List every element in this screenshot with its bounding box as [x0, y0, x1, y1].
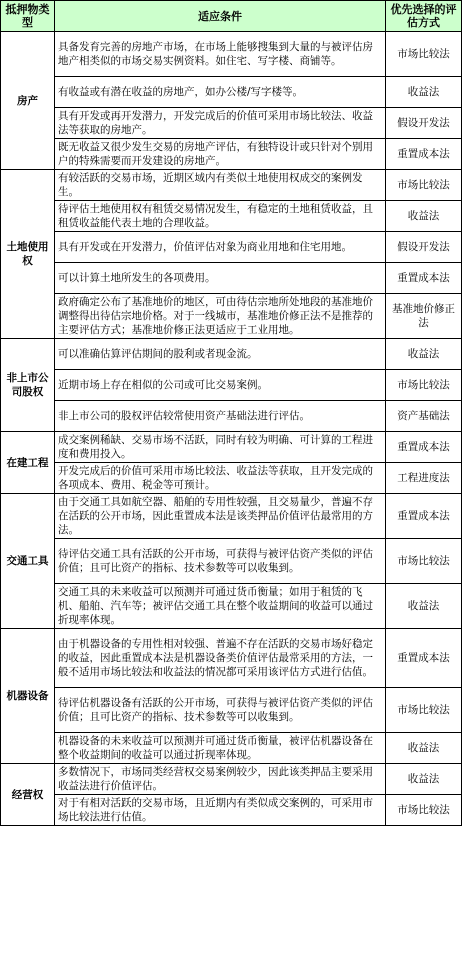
method-cell: 假设开发法 [386, 232, 462, 263]
table-row [1, 32, 462, 77]
category-cell-operating-rights: 经营权 [1, 764, 55, 826]
method-cell: 市场比较法 [386, 795, 462, 826]
condition-cell: 待评估土地使用权有租赁交易情况发生，有稳定的土地租赁收益，且租赁收益能代表土地的合理收益。 [55, 201, 386, 232]
table-row [1, 584, 462, 629]
category-cell-unlisted-equity: 非上市公司股权 [1, 339, 55, 432]
table-row [1, 370, 462, 401]
condition-cell: 对于有相对活跃的交易市场，且近期内有类似成交案例的，可采用市场比较法进行估值。 [55, 795, 386, 826]
method-cell: 收益法 [386, 339, 462, 370]
method-cell: 假设开发法 [386, 108, 462, 139]
method-cell: 工程进度法 [386, 463, 462, 494]
header-method: 优先选择的评估方式 [386, 1, 462, 32]
condition-cell: 可以计算土地所发生的各项费用。 [55, 263, 386, 294]
table-row [1, 294, 462, 339]
table-row [1, 494, 462, 539]
method-cell: 收益法 [386, 764, 462, 795]
condition-cell: 既无收益又很少发生交易的房地产评估，有独特设计或只针对个别用户的特殊需要而开发建设的房地产。 [55, 139, 386, 170]
condition-cell: 机器设备的未来收益可以预测并可通过货币衡量，被评估机器设备在整个收益期间的收益可以通过折现率体现。 [55, 733, 386, 764]
method-cell: 重置成本法 [386, 139, 462, 170]
table-row [1, 795, 462, 826]
table-row [1, 170, 462, 201]
condition-cell: 交通工具的未来收益可以预测并可通过货币衡量；如用于租赁的飞机、船舶、汽车等；被评估交通工具在整个收益期间的收益可以通过折现率体现。 [55, 584, 386, 629]
condition-cell: 开发完成后的价值可采用市场比较法、收益法等获取，且开发完成的各项成本、费用、税金等可预计。 [55, 463, 386, 494]
header-category: 抵押物类型 [1, 1, 55, 32]
method-cell: 市场比较法 [386, 370, 462, 401]
condition-cell: 多数情况下，市场同类经营权交易案例较少，因此该类押品主要采用收益法进行价值评估。 [55, 764, 386, 795]
table-row [1, 201, 462, 232]
method-cell: 基准地价修正法 [386, 294, 462, 339]
method-cell: 收益法 [386, 733, 462, 764]
method-cell: 市场比较法 [386, 688, 462, 733]
method-cell: 资产基础法 [386, 401, 462, 432]
condition-cell: 政府确定公布了基准地价的地区，可由待估宗地所处地段的基准地价调整得出待估宗地价格。对于一线城市，基准地价修正法不是推荐的主要评估方式；基准地价修正法更适应于工业用地。 [55, 294, 386, 339]
table-row [1, 688, 462, 733]
condition-cell: 待评估交通工具有活跃的公开市场，可获得与被评估资产类似的评估价值；且可比资产的指标、技术参数等可以收集到。 [55, 539, 386, 584]
condition-cell: 有较活跃的交易市场，近期区域内有类似土地使用权成交的案例发生。 [55, 170, 386, 201]
table-row [1, 139, 462, 170]
method-cell: 收益法 [386, 77, 462, 108]
table-row [1, 108, 462, 139]
method-cell: 市场比较法 [386, 32, 462, 77]
table-row [1, 764, 462, 795]
category-cell-land-use-right: 土地使用权 [1, 170, 55, 339]
condition-cell: 非上市公司的股权评估较常使用资产基础法进行评估。 [55, 401, 386, 432]
method-cell: 重置成本法 [386, 432, 462, 463]
condition-cell: 具备发育完善的房地产市场，在市场上能够搜集到大量的与被评估房地产相类似的市场交易实例资料。如住宅、写字楼、商铺等。 [55, 32, 386, 77]
condition-cell: 成交案例稀缺、交易市场不活跃，同时有较为明确、可计算的工程进度和费用投入。 [55, 432, 386, 463]
category-cell-construction-in-progress: 在建工程 [1, 432, 55, 494]
table-row [1, 263, 462, 294]
table-row [1, 463, 462, 494]
method-cell: 重置成本法 [386, 629, 462, 688]
category-cell-property: 房产 [1, 32, 55, 170]
table-row [1, 232, 462, 263]
table-row [1, 77, 462, 108]
table-row [1, 339, 462, 370]
condition-cell: 有收益或有潜在收益的房地产，如办公楼/写字楼等。 [55, 77, 386, 108]
method-cell: 重置成本法 [386, 263, 462, 294]
condition-cell: 具有开发或再开发潜力，开发完成后的价值可采用市场比较法、收益法等获取的房地产。 [55, 108, 386, 139]
condition-cell: 可以准确估算评估期间的股利或者现金流。 [55, 339, 386, 370]
method-cell: 市场比较法 [386, 170, 462, 201]
table-row [1, 629, 462, 688]
table-row [1, 539, 462, 584]
method-cell: 重置成本法 [386, 494, 462, 539]
category-cell-machinery: 机器设备 [1, 629, 55, 764]
table-row [1, 733, 462, 764]
table-row [1, 432, 462, 463]
method-cell: 市场比较法 [386, 539, 462, 584]
category-cell-vehicles: 交通工具 [1, 494, 55, 629]
header-condition: 适应条件 [55, 1, 386, 32]
condition-cell: 待评估机器设备有活跃的公开市场，可获得与被评估资产类似的评估价值；且可比资产的指标、技术参数等可以收集到。 [55, 688, 386, 733]
header-row [1, 1, 462, 32]
condition-cell: 近期市场上存在相似的公司或可比交易案例。 [55, 370, 386, 401]
condition-cell: 由于机器设备的专用性相对较强、普遍不存在活跃的交易市场好稳定的收益，因此重置成本法是机器设备类价值评估最常采用的方法，一般不适用市场比较法和收益法的情况都可采用该评估方式进行估值。 [55, 629, 386, 688]
condition-cell: 由于交通工具如航空器、船舶的专用性较强，且交易量少，普遍不存在活跃的公开市场，因此重置成本法是该类押品价值评估最常用的方法。 [55, 494, 386, 539]
table-row [1, 401, 462, 432]
condition-cell: 具有开发或在开发潜力，价值评估对象为商业用地和住宅用地。 [55, 232, 386, 263]
method-cell: 收益法 [386, 584, 462, 629]
method-cell: 收益法 [386, 201, 462, 232]
